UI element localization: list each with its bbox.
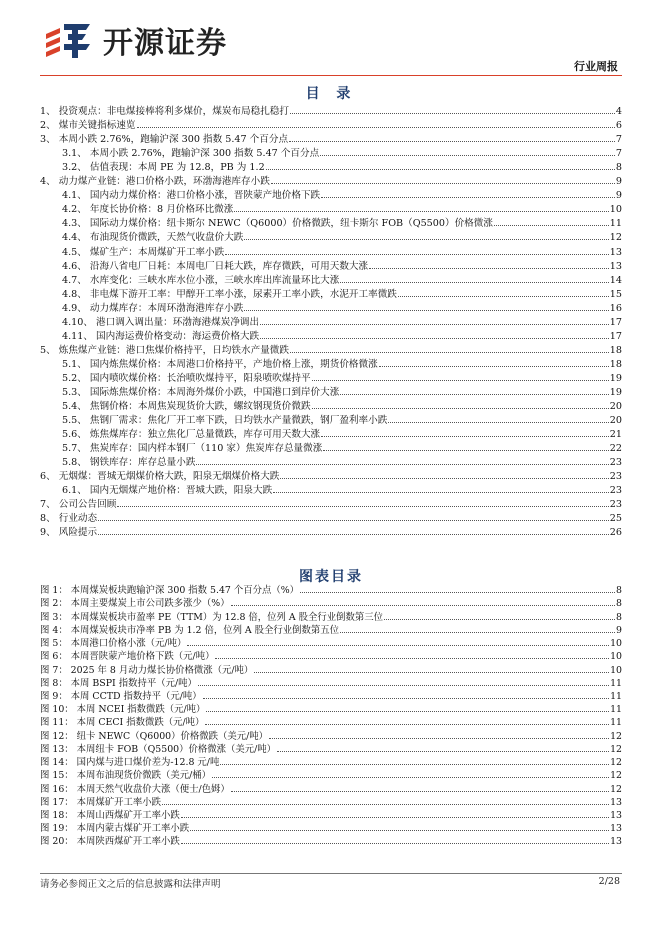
- figure-entry[interactable]: [40, 808, 622, 821]
- toc-entry[interactable]: [40, 145, 622, 159]
- dot-leader: [277, 751, 609, 752]
- toc-entry-page: 20: [609, 415, 622, 427]
- figure-entry-page: 11: [610, 717, 622, 729]
- page-header: [0, 0, 662, 78]
- toc-entry[interactable]: [40, 187, 622, 201]
- toc-entry-text: 4.1、 国内动力煤价格：港口价格小涨，晋陕蒙产地价格下跌: [62, 190, 321, 202]
- dot-leader: [187, 645, 609, 646]
- toc-entry-page: 16: [609, 302, 622, 314]
- figure-entry-text: 图 8： 本周 BSPI 指数持平（元/吨）: [40, 677, 197, 689]
- dot-leader: [289, 141, 615, 142]
- toc-entry[interactable]: [40, 272, 622, 286]
- footer-disclaimer: 请务必参阅正文之后的信息披露和法律声明: [40, 879, 221, 890]
- dot-leader: [494, 225, 609, 226]
- figure-entry-page: 12: [610, 770, 622, 782]
- dot-leader: [205, 724, 609, 725]
- toc-entry[interactable]: [40, 440, 622, 454]
- toc-entry-text: 4、 动力煤产业链：港口价格小跌，环渤海港库存小跌: [40, 176, 270, 188]
- report-type-label: 行业周报: [574, 60, 618, 73]
- figure-entry-text: 图 18： 本周山西煤矿开工率小跌: [40, 809, 180, 821]
- toc-entry-text: 4.11、 国内海运费价格变动：海运费价格大跌: [62, 330, 260, 342]
- toc-entry-page: 17: [609, 316, 622, 328]
- dot-leader: [273, 492, 609, 493]
- dot-leader: [231, 605, 615, 606]
- dot-leader: [384, 619, 615, 620]
- dot-leader: [388, 422, 608, 423]
- toc-entry-page: 13: [609, 260, 622, 272]
- toc-entry-text: 4.10、 港口调入调出量：环渤海港煤炭净调出: [62, 316, 260, 328]
- dot-leader: [162, 804, 609, 805]
- figure-entry[interactable]: [40, 649, 622, 662]
- dot-leader: [215, 658, 609, 659]
- figure-entry-page: 10: [610, 664, 622, 676]
- figure-entry-text: 图 10： 本周 NCEI 指数微跌（元/吨）: [40, 704, 206, 716]
- toc-entry[interactable]: [40, 496, 622, 510]
- toc-entry-text: 4.5、 煤矿生产：本周煤矿开工率小跌: [62, 246, 225, 258]
- dot-leader: [312, 380, 609, 381]
- toc-entry-text: 3.1、 本周小跌 2.76%，跑输沪深 300 指数 5.47 个百分点: [62, 148, 320, 160]
- toc-entry-text: 5.8、 钢铁库存：库存总量小跌: [62, 457, 196, 469]
- figure-entry-page: 13: [610, 836, 622, 848]
- figure-entry[interactable]: [40, 742, 622, 755]
- figure-entry-text: 图 19： 本周内蒙古煤矿开工率小跌: [40, 823, 190, 835]
- toc-entry[interactable]: [40, 384, 622, 398]
- dot-leader: [269, 738, 609, 739]
- figure-entry-page: 12: [610, 757, 622, 769]
- dot-leader: [260, 324, 609, 325]
- toc-entry[interactable]: [40, 314, 622, 328]
- toc-entry[interactable]: [40, 342, 622, 356]
- dot-leader: [290, 113, 615, 114]
- figure-entry-page: 13: [610, 809, 622, 821]
- toc-entry-page: 19: [609, 372, 622, 384]
- toc-entry[interactable]: [40, 524, 622, 538]
- figure-entry-page: 11: [610, 677, 622, 689]
- figure-entry-page: 12: [610, 730, 622, 742]
- dot-leader: [290, 352, 609, 353]
- toc-entry[interactable]: [40, 131, 622, 145]
- toc-entry-text: 4.2、 年度长协价格：8 月价格环比微涨: [62, 204, 234, 216]
- figure-entry-text: 图 9： 本周 CCTD 指数持平（元/吨）: [40, 690, 202, 702]
- figure-entry[interactable]: [40, 583, 622, 596]
- dot-leader: [340, 394, 608, 395]
- figure-entry-text: 图 2： 本周主要煤炭上市公司跌多涨少（%）: [40, 598, 230, 610]
- dot-leader: [340, 632, 615, 633]
- toc-entry-page: 19: [609, 386, 622, 398]
- figure-entry[interactable]: [40, 834, 622, 847]
- toc-entry-text: 5.6、 炼焦煤库存：独立焦化厂总量微跌，库存可用天数大涨: [62, 429, 321, 441]
- toc-entry-text: 5.4、 焦钢价格：本周焦炭现货价大跌，螺纹钢现货价微跌: [62, 401, 311, 413]
- figure-entry-text: 图 11： 本周 CECI 指数微跌（元/吨）: [40, 717, 205, 729]
- toc-entry-page: 17: [609, 330, 622, 342]
- figure-entry-text: 图 6： 本周晋陕蒙产地价格下跌（元/吨）: [40, 651, 215, 663]
- toc-entry[interactable]: [40, 300, 622, 314]
- toc-entry-page: 4: [615, 106, 622, 118]
- dot-leader: [234, 211, 608, 212]
- toc-entry[interactable]: [40, 103, 622, 117]
- toc-entry[interactable]: [40, 468, 622, 482]
- header-divider: [40, 75, 622, 76]
- toc-entry[interactable]: [40, 173, 622, 187]
- dot-leader: [212, 777, 609, 778]
- dot-leader: [181, 843, 609, 844]
- dot-leader: [398, 296, 609, 297]
- toc-entry-page: 15: [609, 288, 622, 300]
- dot-leader: [379, 366, 609, 367]
- dot-leader: [203, 698, 609, 699]
- figure-entry-text: 图 13： 本周纽卡 FOB（Q5500）价格微涨（美元/吨）: [40, 743, 277, 755]
- toc-entry[interactable]: [40, 356, 622, 370]
- figure-entry-page: 8: [616, 611, 622, 623]
- figure-entry[interactable]: [40, 702, 622, 715]
- dot-leader: [244, 239, 608, 240]
- figure-entry-page: 9: [616, 624, 622, 636]
- toc-entry-text: 5.3、 国际炼焦煤价格：本周海外煤价小跌，中国港口到岸价大涨: [62, 386, 340, 398]
- toc-entry[interactable]: [40, 454, 622, 468]
- figure-entry-text: 图 14： 国内煤与进口煤价差为-12.8 元/吨: [40, 757, 220, 769]
- footer-divider: [40, 873, 622, 874]
- toc-entry-page: 6: [615, 120, 622, 132]
- dot-leader: [369, 268, 609, 269]
- figure-entry[interactable]: [40, 689, 622, 702]
- figure-entry-page: 11: [610, 690, 622, 702]
- figure-entry-page: 8: [616, 598, 622, 610]
- dot-leader: [206, 711, 609, 712]
- toc-list: [40, 103, 622, 538]
- toc-entry-page: 21: [609, 429, 622, 441]
- figure-entry-page: 10: [610, 651, 622, 663]
- figure-entry[interactable]: [40, 821, 622, 834]
- toc-entry-text: 6、 无烟煤：晋城无烟煤价格大跌，阳泉无烟煤价格大跌: [40, 471, 280, 483]
- toc-entry[interactable]: [40, 117, 622, 131]
- dot-leader: [320, 155, 615, 156]
- toc-entry-page: 8: [615, 162, 622, 174]
- toc-entry[interactable]: [40, 258, 622, 272]
- figure-entry-text: 图 17： 本周煤矿开工率小跌: [40, 796, 162, 808]
- toc-entry[interactable]: [40, 426, 622, 440]
- toc-entry-text: 5.2、 国内喷吹煤价格：长治喷吹煤持平，阳泉喷吹煤持平: [62, 372, 311, 384]
- toc-entry[interactable]: [40, 398, 622, 412]
- toc-entry-text: 4.7、 水库变化：三峡水库水位小涨，三峡水库出库流量环比大涨: [62, 274, 340, 286]
- toc-entry-text: 2、 煤市关键指标速览: [40, 120, 136, 132]
- toc-title: 目 录: [305, 86, 357, 102]
- toc-entry[interactable]: [40, 482, 622, 496]
- toc-entry-page: 23: [609, 471, 622, 483]
- toc-entry-page: 12: [609, 232, 622, 244]
- toc-entry[interactable]: [40, 229, 622, 243]
- toc-entry-page: 23: [609, 499, 622, 511]
- figure-entry[interactable]: [40, 755, 622, 768]
- figure-entry[interactable]: [40, 609, 622, 622]
- dot-leader: [181, 817, 609, 818]
- toc-entry-page: 18: [609, 358, 622, 370]
- figure-entry-page: 11: [610, 704, 622, 716]
- figure-entry[interactable]: [40, 768, 622, 781]
- toc-entry[interactable]: [40, 328, 622, 342]
- toc-entry[interactable]: [40, 286, 622, 300]
- figure-entry-page: 10: [610, 638, 622, 650]
- toc-entry-text: 5、 炼焦煤产业链：港口焦煤价格持平，日均铁水产量微跌: [40, 344, 289, 356]
- toc-entry-text: 9、 风险提示: [40, 527, 98, 539]
- toc-entry-text: 5.7、 焦炭库存：国内样本钢厂（110 家）焦炭库存总量微涨: [62, 443, 323, 455]
- dot-leader: [98, 534, 609, 535]
- dot-leader: [321, 197, 615, 198]
- figure-entry-text: 图 20： 本周陕西煤矿开工率小跌: [40, 836, 180, 848]
- toc-entry-page: 20: [609, 401, 622, 413]
- figure-entry-text: 图 15： 本周布油现货价微跌（美元/桶）: [40, 770, 212, 782]
- toc-entry-page: 7: [615, 134, 622, 146]
- figure-entry-text: 图 3： 本周煤炭板块市盈率 PE（TTM）为 12.8 倍，位列 A 股全行业倒数第三位: [40, 611, 384, 623]
- dot-leader: [117, 506, 608, 507]
- dot-leader: [196, 464, 608, 465]
- toc-entry-text: 4.4、 布油现货价微跌，天然气收盘价大跌: [62, 232, 244, 244]
- toc-entry-page: 9: [615, 190, 622, 202]
- toc-entry-page: 25: [609, 513, 622, 525]
- figure-entry[interactable]: [40, 636, 622, 649]
- toc-entry-text: 3.2、 估值表现：本周 PE 为 12.8，PB 为 1.2: [62, 162, 265, 174]
- toc-entry-text: 8、 行业动态: [40, 513, 98, 525]
- toc-entry-text: 5.1、 国内炼焦煤价格：本周港口价格持平，产地价格上涨，期货价格微涨: [62, 358, 378, 370]
- toc-entry-page: 14: [609, 274, 622, 286]
- toc-entry-page: 23: [609, 485, 622, 497]
- page-number: 2/28: [598, 876, 620, 887]
- brand-name: 开源证券: [103, 26, 227, 61]
- toc-entry-text: 4.3、 国际动力煤价格：纽卡斯尔 NEWC（Q6000）价格微跌，纽卡斯尔 FOB（Q5500）价格微涨: [62, 218, 493, 230]
- dot-leader: [244, 310, 608, 311]
- figure-entry-text: 图 16： 本周天然气收盘价大涨（便士/色姆）: [40, 783, 230, 795]
- toc-entry-text: 5.5、 焦钢厂需求：焦化厂开工率下跌，日均铁水产量微跌，钢厂盈利率小跌: [62, 415, 388, 427]
- figure-index-list: [40, 583, 622, 847]
- toc-entry-page: 26: [609, 527, 622, 539]
- dot-leader: [220, 764, 609, 765]
- figure-entry[interactable]: [40, 623, 622, 636]
- toc-entry-text: 7、 公司公告回顾: [40, 499, 117, 511]
- toc-entry-page: 23: [609, 457, 622, 469]
- figure-entry[interactable]: [40, 728, 622, 741]
- figure-entry-text: 图 7： 2025 年 8 月动力煤长协价格微涨（元/吨）: [40, 664, 254, 676]
- toc-entry-page: 9: [615, 176, 622, 188]
- dot-leader: [312, 408, 609, 409]
- figure-entry-page: 13: [610, 823, 622, 835]
- toc-entry[interactable]: [40, 201, 622, 215]
- dot-leader: [323, 450, 608, 451]
- toc-entry-page: 10: [609, 204, 622, 216]
- dot-leader: [254, 672, 609, 673]
- figure-entry-page: 12: [610, 783, 622, 795]
- toc-entry-text: 6.1、 国内无烟煤产地价格：晋城大跌，阳泉大跌: [62, 485, 273, 497]
- dot-leader: [98, 520, 609, 521]
- toc-entry[interactable]: [40, 412, 622, 426]
- figure-entry[interactable]: [40, 676, 622, 689]
- figure-entry-text: 图 12： 纽卡 NEWC（Q6000）价格微跌（美元/吨）: [40, 730, 269, 742]
- kaiyuan-logo-icon: [42, 20, 94, 60]
- figure-entry-page: 13: [610, 796, 622, 808]
- toc-entry[interactable]: [40, 243, 622, 257]
- toc-entry[interactable]: [40, 159, 622, 173]
- toc-entry-text: 4.8、 非电煤下游开工率：甲醇开工率小涨，尿素开工率小跌，水泥开工率微跌: [62, 288, 397, 300]
- dot-leader: [260, 338, 609, 339]
- figure-entry[interactable]: [40, 715, 622, 728]
- dot-leader: [198, 685, 609, 686]
- toc-entry-text: 4.9、 动力煤库存：本周环渤海港库存小跌: [62, 302, 244, 314]
- toc-entry-page: 7: [615, 148, 622, 160]
- figure-entry-text: 图 1： 本周煤炭板块跑输沪深 300 指数 5.47 个百分点（%）: [40, 585, 300, 597]
- figure-entry-page: 8: [616, 585, 622, 597]
- figure-entry[interactable]: [40, 781, 622, 794]
- figure-entry[interactable]: [40, 596, 622, 609]
- toc-entry-page: 22: [609, 443, 622, 455]
- toc-entry-page: 11: [609, 218, 622, 230]
- toc-entry-text: 4.6、 沿海八省电厂日耗：本周电厂日耗大跌，库存微跌，可用天数大涨: [62, 260, 369, 272]
- dot-leader: [280, 478, 608, 479]
- toc-entry[interactable]: [40, 370, 622, 384]
- figure-index-title: 图表目录: [299, 569, 363, 585]
- toc-entry[interactable]: [40, 510, 622, 524]
- dot-leader: [271, 183, 615, 184]
- toc-entry[interactable]: [40, 215, 622, 229]
- figure-entry-page: 12: [610, 743, 622, 755]
- dot-leader: [190, 830, 609, 831]
- dot-leader: [300, 592, 615, 593]
- dot-leader: [321, 436, 609, 437]
- figure-entry[interactable]: [40, 662, 622, 675]
- dot-leader: [225, 254, 609, 255]
- toc-entry-page: 18: [609, 344, 622, 356]
- figure-entry[interactable]: [40, 795, 622, 808]
- toc-entry-text: 3、 本周小跌 2.76%，跑输沪深 300 指数 5.47 个百分点: [40, 134, 289, 146]
- dot-leader: [137, 127, 615, 128]
- dot-leader: [340, 282, 608, 283]
- dot-leader: [266, 169, 615, 170]
- dot-leader: [231, 791, 609, 792]
- toc-entry-page: 13: [609, 246, 622, 258]
- toc-entry-text: 1、 投资观点：非电煤接棒将利多煤价，煤炭布局稳扎稳打: [40, 106, 289, 118]
- figure-entry-text: 图 4： 本周煤炭板块市净率 PB 为 1.2 倍，位列 A 股全行业倒数第五位: [40, 624, 340, 636]
- figure-entry-text: 图 5： 本周港口价格小涨（元/吨）: [40, 638, 187, 650]
